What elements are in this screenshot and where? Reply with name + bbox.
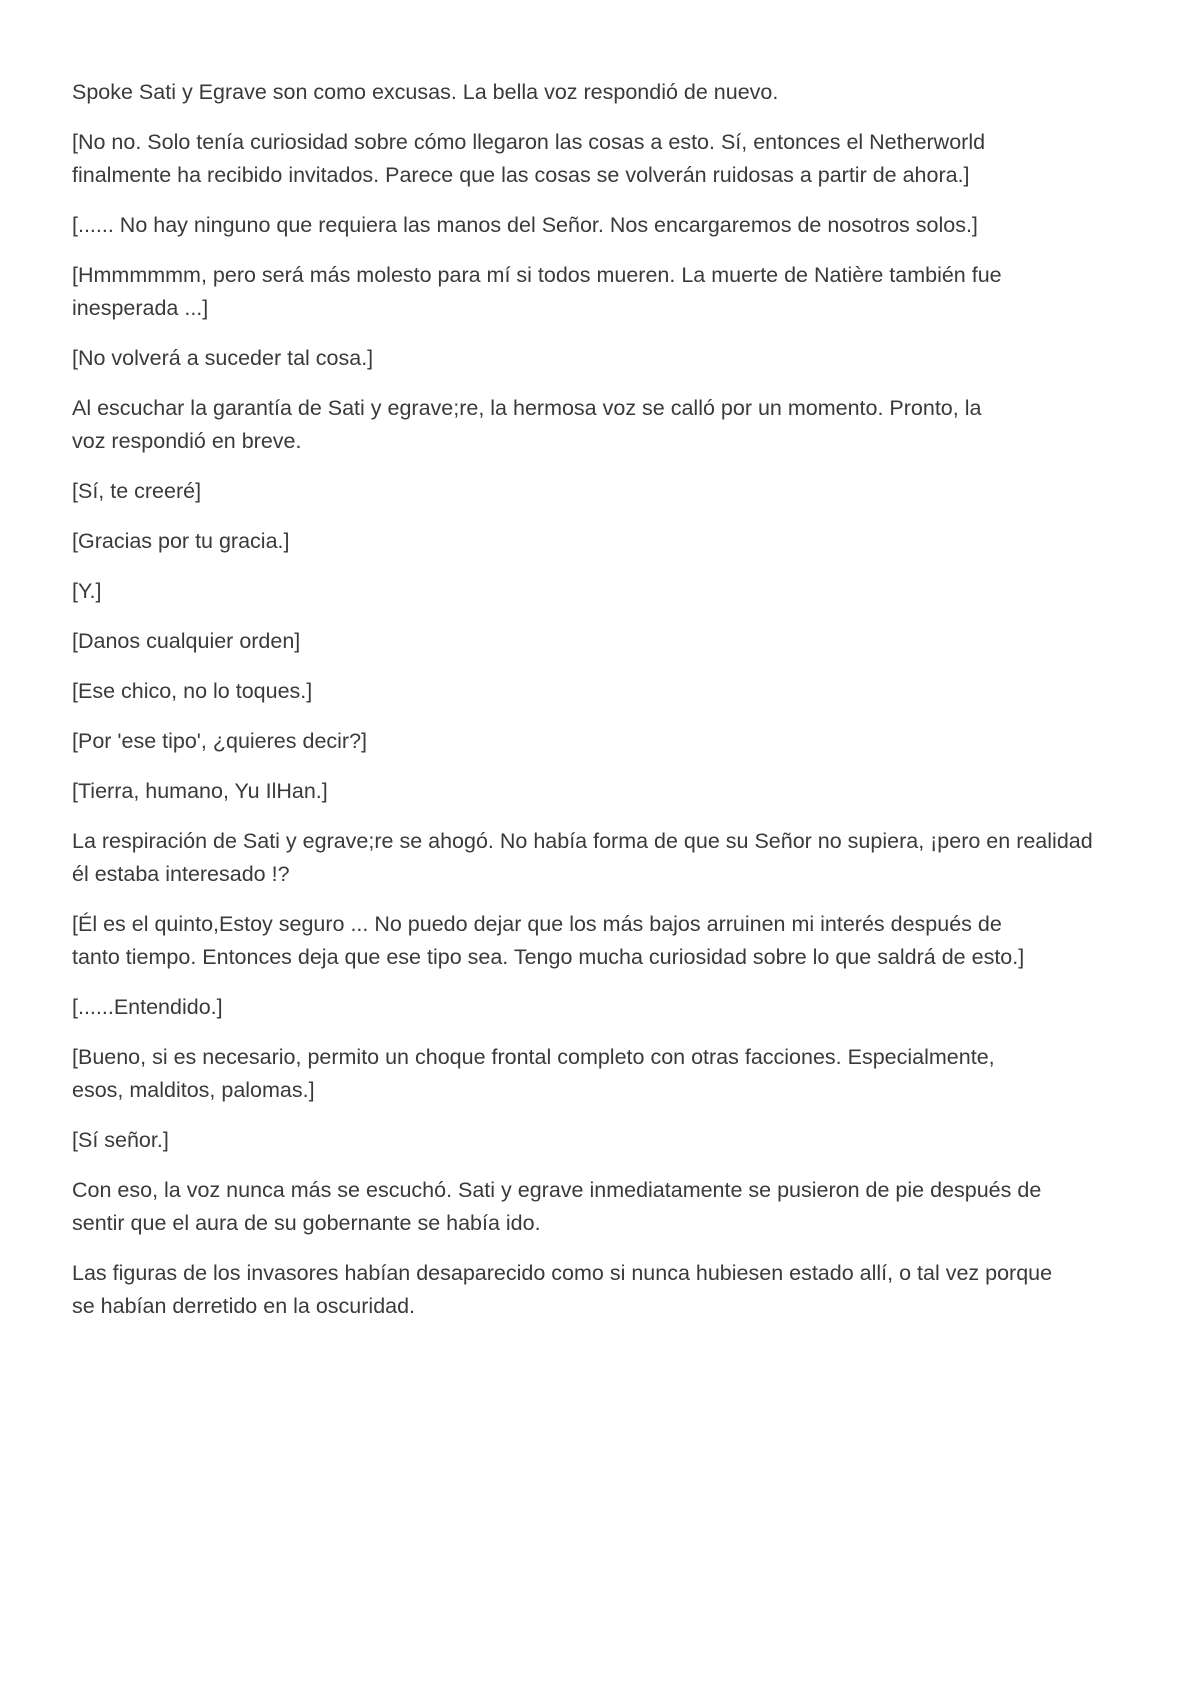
paragraph: Con eso, la voz nunca más se escuchó. Sati y egrave inmediatamente se pusieron de pie después de sentir que el aura de su gobernante se había ido. xyxy=(72,1178,1042,1235)
paragraph: [Ese chico, no lo toques.] xyxy=(72,679,313,703)
paragraph: [Sí señor.] xyxy=(72,1128,169,1152)
paragraph: [...... No hay ninguno que requiera las manos del Señor. Nos encargaremos de nosotros solos.] xyxy=(72,213,978,237)
paragraph: La respiración de Sati y egrave;re se ahogó. No había forma de que su Señor no supiera, ¡pero en realidad él estaba interesado !? xyxy=(72,829,1093,886)
paragraph: [Y.] xyxy=(72,579,102,603)
paragraph: Spoke Sati y Egrave son como excusas. La bella voz respondió de nuevo. xyxy=(72,80,779,104)
paragraph: Las figuras de los invasores habían desaparecido como si nunca hubiesen estado allí, o tal vez porque se habían derretido en la oscuridad. xyxy=(72,1261,1053,1318)
paragraph: [No no. Solo tenía curiosidad sobre cómo llegaron las cosas a esto. Sí, entonces el Netherworld finalmente ha recibido invitados. Parece que las cosas se volverán ruidosas a partir de ahora.] xyxy=(72,130,986,187)
paragraph: [Bueno, si es necesario, permito un choque frontal completo con otras facciones. Especialmente, esos, malditos, palomas.] xyxy=(72,1045,995,1102)
paragraph: [Hmmmmmm, pero será más molesto para mí si todos mueren. La muerte de Natière también fue inesperada ...] xyxy=(72,263,1002,320)
paragraph: [No volverá a suceder tal cosa.] xyxy=(72,346,374,370)
paragraph: [Sí, te creeré] xyxy=(72,479,202,503)
paragraph: [Danos cualquier orden] xyxy=(72,629,301,653)
paragraph: [Gracias por tu gracia.] xyxy=(72,529,290,553)
paragraph: [......Entendido.] xyxy=(72,995,223,1019)
paragraph: [Tierra, humano, Yu IlHan.] xyxy=(72,779,328,803)
paragraph: Al escuchar la garantía de Sati y egrave;re, la hermosa voz se calló por un momento. Pronto, la voz respondió en breve. xyxy=(72,396,982,453)
paragraph: [Él es el quinto,Estoy seguro ... No puedo dejar que los más bajos arruinen mi interés después de tanto tiempo. Entonces deja que ese tipo sea. Tengo mucha curiosidad sobre lo que saldrá de esto.] xyxy=(72,912,1025,969)
paragraph: [Por 'ese tipo', ¿quieres decir?] xyxy=(72,729,368,753)
document-page xyxy=(72,76,1132,1340)
